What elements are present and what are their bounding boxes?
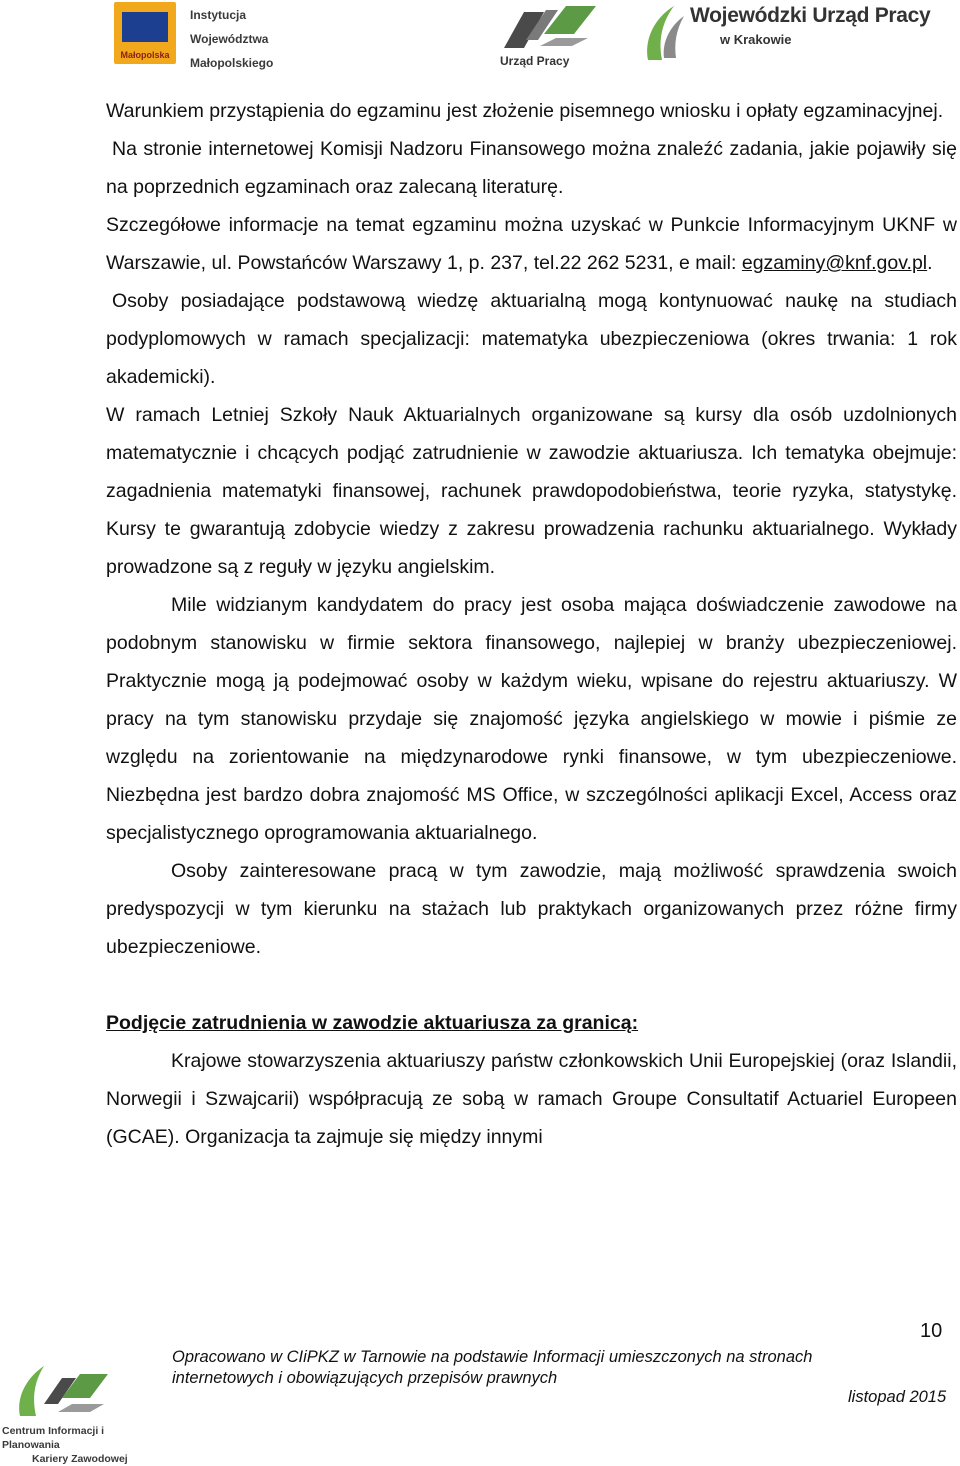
malopolska-emblem-icon	[114, 2, 176, 64]
instytucja-logo	[112, 2, 292, 68]
page-header	[0, 0, 960, 72]
paragraph: Mile widzianym kandydatem do pracy jest osoba mająca doświadczenie zawodowe na podobnym stanowisku w firmie sektora finansowego, najlepiej w branży ubezpieczeniowej. Praktycznie mogą ją podejmować osoby w każdym wieku, wpisane do rejestru aktuariuszy. W pracy na tym stanowisku przydaje się znajomość języka angielskiego w mowie i piśmie ze względu na zorientowanie na międzynarodowe rynki finansowe, w tym ubezpieczeniowe. Niezbędna jest bardzo dobra znajomość MS Office, w szczególności aplikacji Excel, Access oraz specjalistycznego oprogramowania aktuarialnego.	[106, 594, 957, 844]
footer-line: internetowych i obowiązujących przepisów prawnych	[172, 1369, 558, 1387]
urzad-pracy-logo	[496, 4, 606, 68]
document-body	[106, 92, 957, 1156]
heading-colon: :	[631, 1012, 639, 1034]
footer-note	[172, 1347, 812, 1389]
wup-logo	[640, 0, 950, 64]
wup-emblem-icon	[640, 0, 690, 64]
instytucja-text	[190, 2, 273, 76]
page-number: 10	[920, 1320, 943, 1342]
cipkz-emblem-icon	[14, 1356, 124, 1422]
wup-subtitle: w Krakowie	[720, 32, 792, 47]
paragraph: Osoby posiadające podstawową wiedzę aktuarialną mogą kontynuować naukę na studiach podyplomowych w ramach specjalizacji: matematyka ubezpieczeniowa (okres trwania: 1 rok akademicki).	[106, 290, 957, 388]
paragraph: Osoby zainteresowane pracą w tym zawodzie, mają możliwość sprawdzenia swoich predyspozycji w tym kierunku na stażach lub praktykach organizowanych przez różne firmy ubezpieczeniowe.	[106, 860, 957, 958]
urzad-pracy-label: Urząd Pracy	[500, 54, 570, 68]
logo-line: Instytucja	[190, 8, 247, 22]
heading-text: Podjęcie zatrudnienia w zawodzie aktuariusza za granicą	[106, 1012, 632, 1034]
paragraph: W ramach Letniej Szkoły Nauk Aktuarialnych organizowane są kursy dla osób uzdolnionych matematycznie i chcących podjąć zatrudnienie w zawodzie aktuariusza. Ich tematyka obejmuje: zagadnienia matematyki finansowej, rachunek prawdopodobieństwa, teorie ryzyka, statystykę. Kursy te gwarantują zdobycie wiedzy z zakresu prowadzenia rachunku aktuarialnego. Wykłady prowadzone są z reguły w języku angielskim.	[106, 404, 957, 578]
footer-date: listopad 2015	[848, 1388, 947, 1406]
logo-line: Małopolskiego	[190, 56, 274, 70]
urzad-pracy-emblem-icon	[496, 4, 606, 50]
cipkz-line: Centrum Informacji i Planowania	[2, 1425, 105, 1451]
paragraph-text: Szczegółowe informacje na temat egzaminu można uzyskać w Punkcie Informacyjnym UKNF w Warszawie, ul. Powstańców Warszawy 1, p. 237, tel.22 262 5231, e mail:	[106, 214, 957, 274]
cipkz-line: Kariery Zawodowej	[32, 1453, 128, 1465]
footer-line: Opracowano w CIiPKZ w Tarnowie na podstawie Informacji umieszczonych na stronach	[172, 1348, 813, 1366]
logo-line: Województwa	[190, 32, 269, 46]
paragraph: Krajowe stowarzyszenia aktuariuszy państw członkowskich Unii Europejskiej (oraz Islandii, Norwegii i Szwajcarii) współpracują ze sobą w ramach Groupe Consultatif Actuariel Europeen (GCAE). Organizacja ta zajmuje się między innymi	[106, 1050, 957, 1148]
paragraph	[106, 206, 957, 282]
emblem-caption: Małopolska	[120, 50, 170, 60]
paragraph: Na stronie internetowej Komisji Nadzoru Finansowego można znaleźć zadania, jakie pojawiły się na poprzednich egzaminach oraz zalecaną literaturę.	[106, 138, 957, 198]
paragraph: Warunkiem przystąpienia do egzaminu jest złożenie pisemnego wniosku i opłaty egzaminacyjnej.	[106, 100, 944, 122]
email-link[interactable]: egzaminy@knf.gov.pl	[741, 252, 928, 274]
wup-title: Wojewódzki Urząd Pracy	[690, 4, 931, 27]
cipkz-logo	[0, 1356, 160, 1465]
section-heading	[106, 1004, 957, 1042]
paragraph-text: .	[927, 252, 933, 274]
